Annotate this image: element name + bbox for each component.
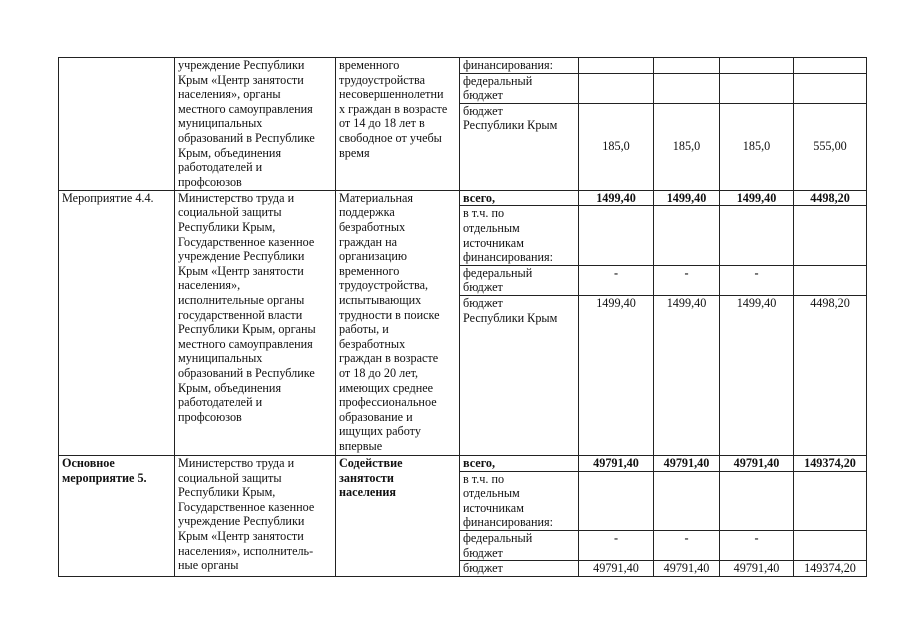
sources-label: в т.ч. по отдельным источникам финансирования: — [460, 471, 579, 530]
total-label: всего, — [460, 190, 579, 206]
value-cell — [794, 471, 867, 530]
value-cell — [794, 265, 867, 295]
value-cell — [654, 73, 720, 103]
value-cell — [654, 58, 720, 74]
total-value: 49791,40 — [579, 455, 654, 471]
federal-value: - — [654, 265, 720, 295]
regional-value: 555,00 — [794, 103, 867, 190]
federal-value: - — [579, 530, 654, 560]
federal-budget-label: федеральный бюджет — [460, 530, 579, 560]
total-value: 1499,40 — [654, 190, 720, 206]
description-cell: временного трудоустройства несовершеннолетни х граждан в возрасте от 14 до 18 лет в свободное от учебы время — [336, 58, 460, 191]
federal-value: - — [654, 530, 720, 560]
value-cell — [720, 73, 794, 103]
value-cell — [720, 471, 794, 530]
value-cell — [579, 206, 654, 265]
value-cell — [654, 206, 720, 265]
regional-value: 185,0 — [654, 103, 720, 190]
total-value: 1499,40 — [579, 190, 654, 206]
description-cell: Содействие занятости населения — [336, 455, 460, 576]
regional-value: 1499,40 — [720, 295, 794, 455]
table-row — [59, 455, 867, 471]
value-cell — [579, 73, 654, 103]
regional-value: 149374,20 — [794, 561, 867, 577]
sources-label: в т.ч. по отдельным источникам финансирования: — [460, 206, 579, 265]
executor-cell: Министерство труда и социальной защиты Республики Крым, Государственное казенное учреждение Республики Крым «Центр занятости населения», исполнитель- ные органы — [175, 455, 336, 576]
regional-value: 185,0 — [579, 103, 654, 190]
executor-cell: Министерство труда и социальной защиты Республики Крым, Государственное казенное учреждение Республики Крым «Центр занятости населения», исполнительные органы государственной власти Республики Крым, органы местного самоуправления муниципальных образований в Республике Крым, объединения работодателей и профсоюзов — [175, 190, 336, 455]
total-value: 49791,40 — [720, 455, 794, 471]
regional-value: 4498,20 — [794, 295, 867, 455]
activity-name-cell — [59, 58, 175, 191]
regional-value: 1499,40 — [579, 295, 654, 455]
federal-value: - — [720, 265, 794, 295]
regional-value: 185,0 — [720, 103, 794, 190]
description-cell: Материальная поддержка безработных граждан на организацию временного трудоустройства, испытывающих трудности в поиске работы, и безработных граждан в возрасте от 18 до 20 лет, имеющих среднее профессиональное образование и ищущих работу впервые — [336, 190, 460, 455]
value-cell — [794, 530, 867, 560]
value-cell — [794, 206, 867, 265]
activity-name-cell: Основное мероприятие 5. — [59, 455, 175, 576]
total-value: 1499,40 — [720, 190, 794, 206]
regional-budget-label: бюджет Республики Крым — [460, 295, 579, 455]
regional-value: 1499,40 — [654, 295, 720, 455]
table-row — [59, 190, 867, 206]
value-cell — [794, 58, 867, 74]
regional-budget-label: бюджет — [460, 561, 579, 577]
value-cell — [720, 206, 794, 265]
regional-value: 49791,40 — [579, 561, 654, 577]
regional-value: 49791,40 — [654, 561, 720, 577]
executor-cell: учреждение Республики Крым «Центр занятости населения», органы местного самоуправления муниципальных образований в Республике Крым, объединения работодателей и профсоюзов — [175, 58, 336, 191]
table-row — [59, 58, 867, 74]
value-cell — [579, 58, 654, 74]
total-label: всего, — [460, 455, 579, 471]
financing-table — [58, 57, 867, 577]
total-value: 149374,20 — [794, 455, 867, 471]
value-cell — [579, 471, 654, 530]
value-cell — [794, 73, 867, 103]
federal-budget-label: федеральный бюджет — [460, 265, 579, 295]
value-cell — [720, 58, 794, 74]
federal-budget-label: федеральный бюджет — [460, 73, 579, 103]
federal-value: - — [720, 530, 794, 560]
regional-value: 49791,40 — [720, 561, 794, 577]
value-cell — [654, 471, 720, 530]
financing-label: финансирования: — [460, 58, 579, 74]
total-value: 49791,40 — [654, 455, 720, 471]
total-value: 4498,20 — [794, 190, 867, 206]
federal-value: - — [579, 265, 654, 295]
activity-name-cell: Мероприятие 4.4. — [59, 190, 175, 455]
regional-budget-label: бюджет Республики Крым — [460, 103, 579, 190]
